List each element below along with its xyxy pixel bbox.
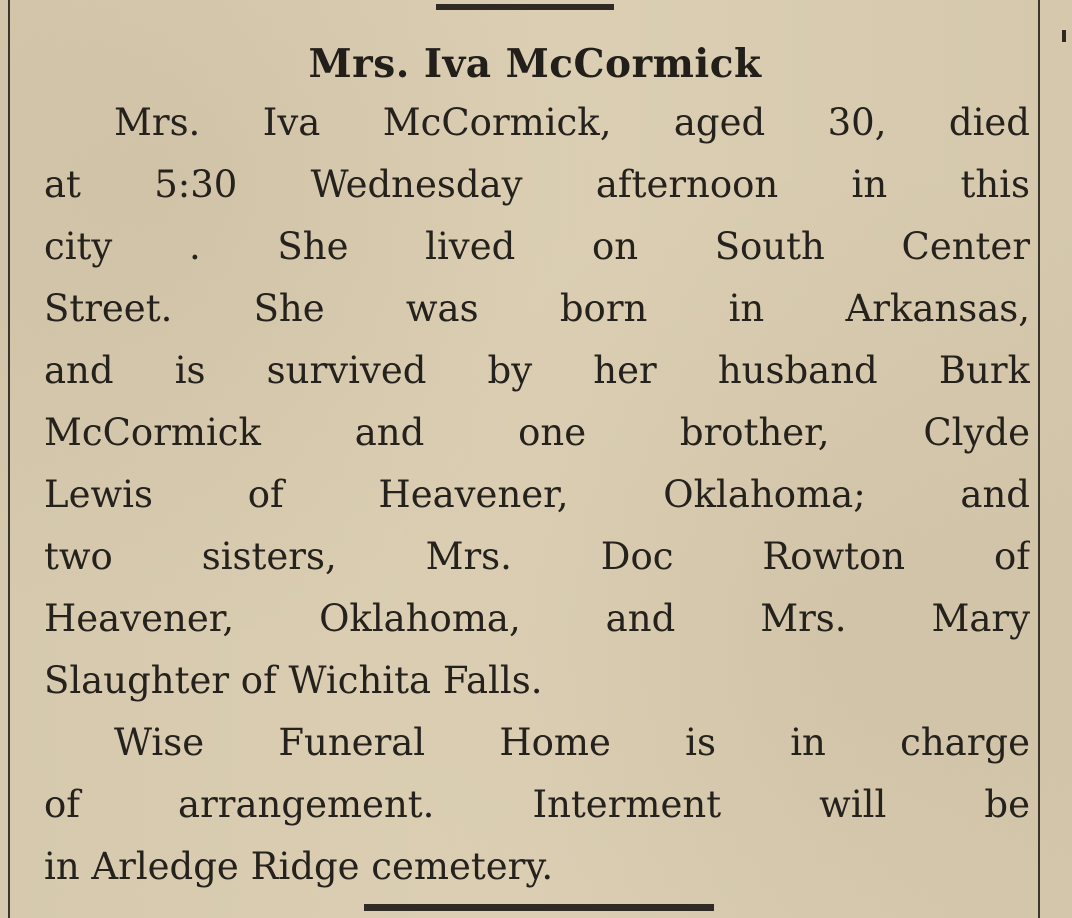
- article-line: Heavener, Oklahoma, and Mrs. Mary: [44, 597, 1030, 640]
- article-line: Mrs. Iva McCormick, aged 30, died: [114, 101, 1030, 144]
- article-line: two sisters, Mrs. Doc Rowton of: [44, 535, 1030, 578]
- article-line: of arrangement. Interment will be: [44, 783, 1030, 826]
- obituary-body: [44, 92, 1030, 898]
- left-column-rule: [8, 0, 10, 918]
- right-column-rule: [1038, 0, 1040, 918]
- article-line: at 5:30 Wednesday afternoon in this: [44, 163, 1030, 206]
- paragraph-1: [44, 92, 1030, 712]
- article-line: Street. She was born in Arkansas,: [44, 287, 1030, 330]
- article-line: in Arledge Ridge cemetery.: [44, 845, 554, 888]
- article-line: Lewis of Heavener, Oklahoma; and: [44, 473, 1030, 516]
- right-edge-mark: [1062, 30, 1066, 42]
- article-line: and is survived by her husband Burk: [44, 349, 1030, 392]
- paragraph-2: [44, 712, 1030, 898]
- article-line: Slaughter of Wichita Falls.: [44, 659, 543, 702]
- article-line: Wise Funeral Home is in charge: [114, 721, 1030, 764]
- article-line: city . She lived on South Center: [44, 225, 1030, 268]
- article-line: McCormick and one brother, Clyde: [44, 411, 1030, 454]
- bottom-separator-bar: [364, 904, 714, 911]
- headline: Mrs. Iva McCormick: [308, 41, 762, 87]
- top-separator-bar: [436, 4, 614, 10]
